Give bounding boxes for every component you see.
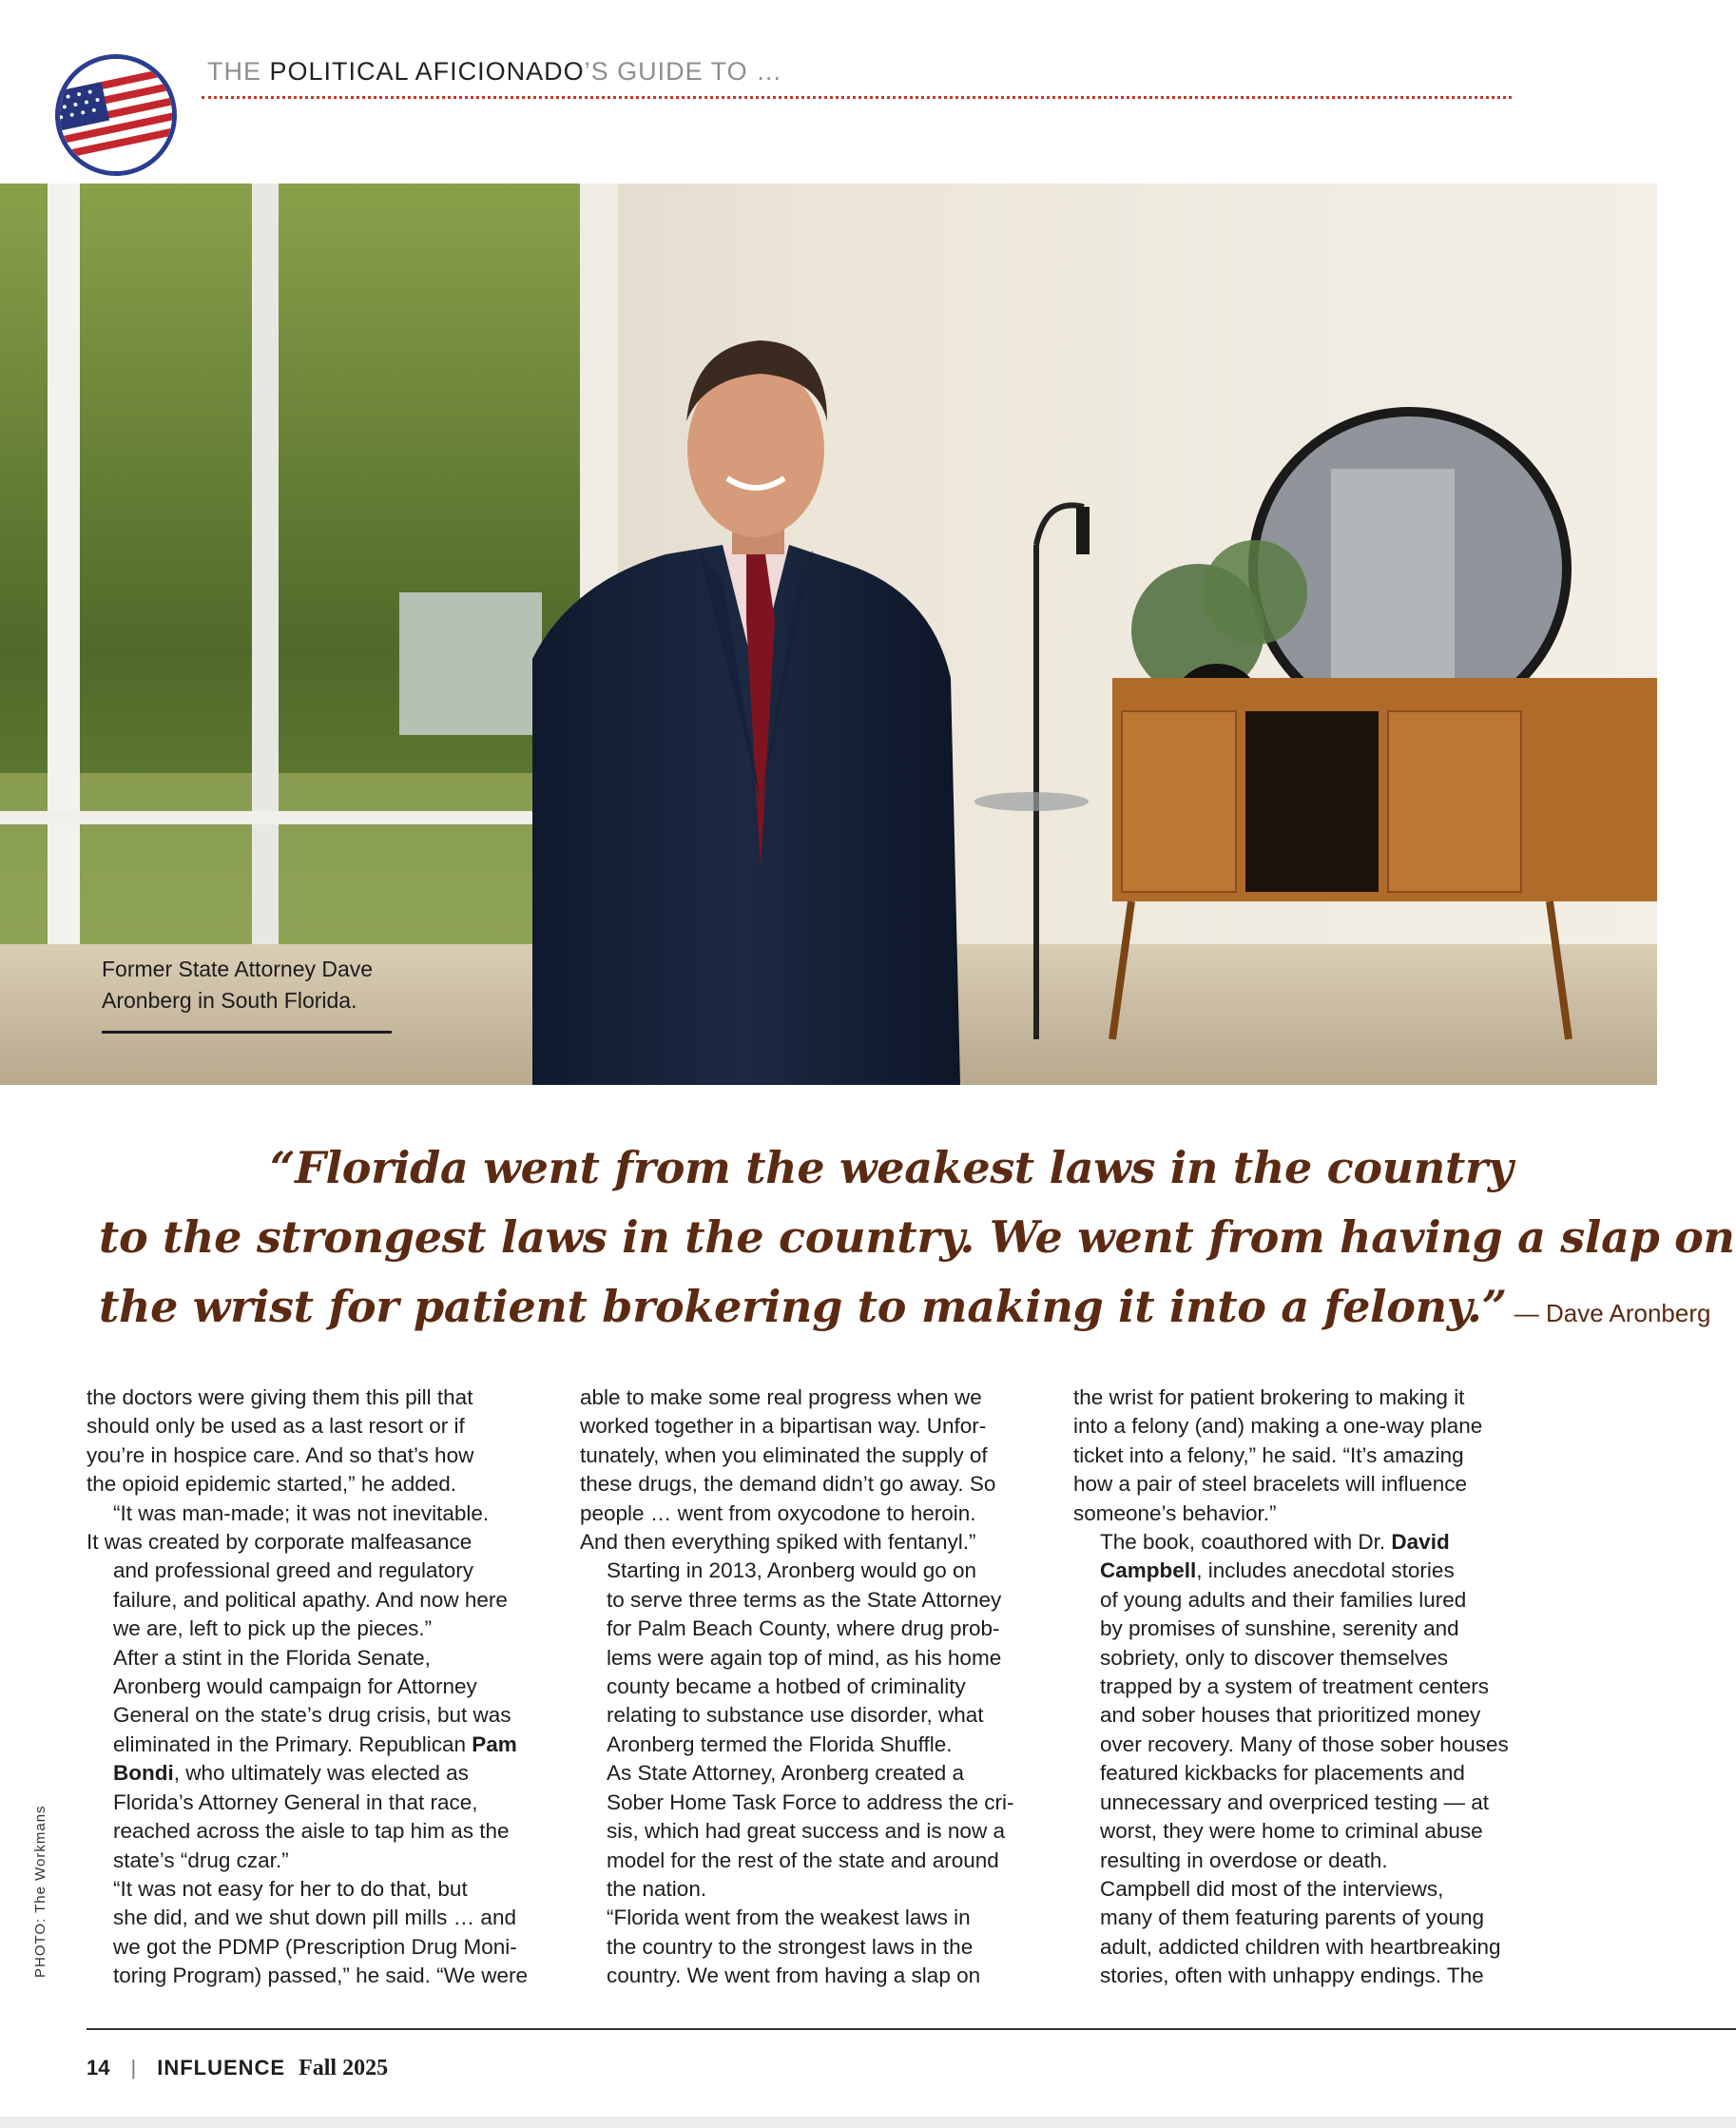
text-line: adult, addicted children with heartbreaking (1100, 1934, 1501, 1959)
paragraph (580, 1557, 1027, 1759)
text-line: worst, they were home to criminal abuse (1100, 1819, 1483, 1844)
flag-logo (55, 54, 177, 176)
text-line: As State Attorney, Aronberg created a (607, 1761, 965, 1786)
paragraph (1073, 1528, 1520, 1875)
text-line: the country to the strongest laws in the (607, 1934, 974, 1959)
text-line: these drugs, the demand didn’t go away. So (580, 1472, 996, 1497)
text-line: “It was not easy for her to do that, but (113, 1876, 468, 1901)
article-column-3 (1073, 1383, 1520, 1991)
page-footer (87, 2056, 388, 2081)
text-line: resulting in overdose or death. (1100, 1847, 1388, 1872)
text-line: into a felony (and) making a one-way plane (1073, 1414, 1483, 1439)
article-column-1 (87, 1383, 533, 1991)
text-run: The book, coauthored with Dr. (1100, 1530, 1392, 1555)
paragraph (1073, 1875, 1520, 1991)
footer-separator: | (130, 2056, 137, 2080)
paragraph (580, 1383, 1027, 1557)
caption-rule (102, 1031, 392, 1034)
text-line: someone’s behavior.” (1073, 1500, 1277, 1525)
issue-date: Fall 2025 (299, 2056, 389, 2080)
text-line: the wrist for patient brokering to making it (1073, 1385, 1465, 1409)
photo-credit: PHOTO: The Workmans (32, 1805, 48, 1978)
text-line: the nation. (607, 1876, 707, 1901)
text-line: failure, and political apathy. And now here (113, 1587, 508, 1612)
text-line: sis, which had great success and is now a (607, 1819, 1005, 1844)
footer-rule (87, 2028, 1736, 2030)
text-line: Aronberg termed the Florida Shuffle. (607, 1731, 953, 1756)
text-line: state’s “drug czar.” (113, 1847, 289, 1872)
text-line: over recovery. Many of those sober houses (1100, 1731, 1509, 1756)
text-line: stories, often with unhappy endings. The (1100, 1964, 1484, 1988)
text-line: Aronberg would campaign for Attorney (113, 1674, 477, 1699)
article-column-2 (580, 1383, 1027, 1991)
text-line: and sober houses that prioritized money (1100, 1703, 1481, 1728)
text-line: to serve three terms as the State Attorney (607, 1587, 1002, 1612)
text-line: “Florida went from the weakest laws in (607, 1906, 971, 1930)
text-line: Florida’s Attorney General in that race, (113, 1789, 478, 1814)
paragraph (87, 1875, 533, 1991)
text-line (1073, 1528, 1520, 1557)
text-line: General on the state’s drug crisis, but was (113, 1703, 511, 1728)
text-run: eliminated in the Primary. Republican (113, 1731, 473, 1756)
pull-quote (99, 1133, 1735, 1348)
text-run: , includes anecdotal stories (1196, 1558, 1455, 1583)
text-line: tunately, when you eliminated the supply of (580, 1442, 988, 1467)
paragraph (87, 1383, 533, 1499)
dotted-rule (202, 96, 1512, 99)
page-bottom-band (0, 2117, 1736, 2128)
paragraph (1073, 1383, 1520, 1528)
text-line: by promises of sunshine, serenity and (1100, 1616, 1459, 1641)
text-line (1073, 1557, 1520, 1585)
paragraph (580, 1759, 1027, 1904)
caption-line: Former State Attorney Dave (102, 957, 374, 981)
text-line: we got the PDMP (Prescription Drug Moni- (113, 1934, 517, 1959)
american-flag-icon (60, 59, 172, 171)
kicker-post: ’S GUIDE TO … (584, 57, 783, 86)
paragraph (87, 1499, 533, 1644)
text-line: Sober Home Task Force to address the cri- (607, 1789, 1014, 1814)
text-line: we are, left to pick up the pieces.” (113, 1616, 433, 1641)
text-line: for Palm Beach County, where drug prob- (607, 1616, 1000, 1641)
text-line: able to make some real progress when we (580, 1385, 982, 1409)
text-line: the opioid epidemic started,” he added. (87, 1472, 457, 1497)
text-line (87, 1759, 533, 1788)
text-line: Campbell did most of the interviews, (1100, 1876, 1444, 1901)
text-line: of young adults and their families lured (1100, 1587, 1467, 1612)
text-line: “It was man-made; it was not inevitable. (113, 1500, 490, 1525)
text-line: people … went from oxycodone to heroin. (580, 1500, 976, 1525)
kicker-strong: POLITICAL AFICIONADO (269, 57, 585, 86)
text-line: unnecessary and overpriced testing — at (1100, 1789, 1489, 1814)
person-name: Campbell (1100, 1558, 1197, 1583)
pull-quote-attribution: — Dave Aronberg (1514, 1299, 1711, 1327)
text-line: many of them featuring parents of young (1100, 1906, 1484, 1930)
text-line: should only be used as a last resort or if (87, 1414, 465, 1439)
text-line: featured kickbacks for placements and (1100, 1761, 1465, 1786)
pull-quote-text: the wrist for patient brokering to making it into a felony.” (99, 1281, 1507, 1332)
section-kicker (207, 57, 782, 87)
text-line: lems were again top of mind, as his home (607, 1645, 1002, 1670)
person-name: Pam (472, 1731, 517, 1756)
caption-line: Aronberg in South Florida. (102, 988, 357, 1013)
photo-caption (102, 954, 392, 1016)
text-line: trapped by a system of treatment centers (1100, 1674, 1489, 1699)
text-line: reached across the aisle to tap him as the (113, 1819, 510, 1844)
text-line: worked together in a bipartisan way. Unfor- (580, 1414, 987, 1439)
text-line: sobriety, only to discover themselves (1100, 1645, 1448, 1670)
paragraph (87, 1644, 533, 1875)
text-line: model for the rest of the state and around (607, 1847, 999, 1872)
text-line: toring Program) passed,” he said. “We were (113, 1964, 529, 1988)
text-line: country. We went from having a slap on (607, 1964, 981, 1988)
person-name: David (1391, 1530, 1450, 1555)
text-line: And then everything spiked with fentanyl.” (580, 1530, 976, 1555)
kicker-pre: THE (207, 57, 270, 86)
feature-photo (0, 184, 1657, 1085)
text-line: Starting in 2013, Aronberg would go on (607, 1558, 977, 1583)
text-line: After a stint in the Florida Senate, (113, 1645, 431, 1670)
text-line: It was created by corporate malfeasance (87, 1530, 473, 1555)
text-line: relating to substance use disorder, what (607, 1703, 984, 1728)
text-line: she did, and we shut down pill mills … and (113, 1906, 516, 1930)
magazine-name: INFLUENCE (157, 2056, 286, 2080)
page-number: 14 (87, 2056, 110, 2080)
text-line: the doctors were giving them this pill that (87, 1385, 473, 1409)
paragraph (580, 1904, 1027, 1990)
pull-quote-line (99, 1272, 1711, 1348)
text-run: , who ultimately was elected as (173, 1761, 469, 1786)
text-line: county became a hotbed of criminality (607, 1674, 966, 1699)
text-line (87, 1731, 533, 1759)
person-name: Bondi (113, 1761, 174, 1786)
text-line: you’re in hospice care. And so that’s how (87, 1442, 474, 1467)
text-line: and professional greed and regulatory (113, 1558, 474, 1583)
text-line: ticket into a felony,” he said. “It’s amazing (1073, 1442, 1464, 1467)
pull-quote-line: “Florida went from the weakest laws in the country (270, 1142, 1514, 1193)
text-line: how a pair of steel bracelets will influence (1073, 1472, 1467, 1497)
pull-quote-line: to the strongest laws in the country. We went from having a slap on (99, 1211, 1735, 1263)
